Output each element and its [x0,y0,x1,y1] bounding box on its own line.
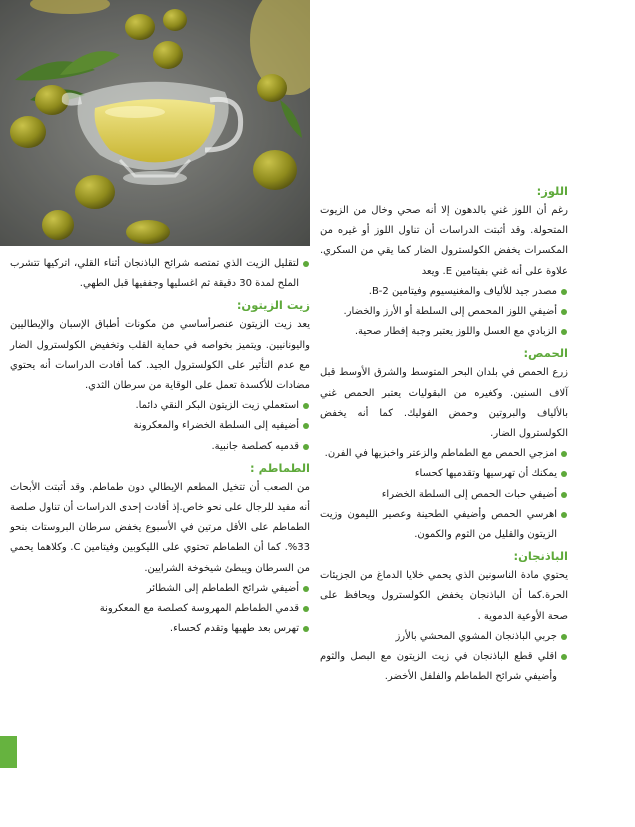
olive-oil-heading: زيت الزيتون: [236,298,310,313]
tomatoes-heading: الطماطم : [250,460,310,475]
page-edge-tab [0,736,17,768]
tomatoes-paragraph: من الصعب أن تتخيل المطعم الإيطالي دون طماطم. وقد أثبتت الأبحاث أنه مفيد للرجال على نحو خاص.إذ أفادت إحدى الدراسات أن تناول صلصة الطماطم على الأقل مرتين في الأسبوع يخفض سرطان البروستات بنحو 33%. كما أن الطماطم تحتوي على الليكوبين وفيتامين C. وكلاهما يحمي من السرطان ويبطئ شيخوخة الشرايين. [10,481,310,574]
list-item: الزبادي مع العسل واللوز يعتبر وجبة إفطار صحية. [320,322,568,342]
eggplant-paragraph: يحتوي مادة الناسونين الذي يحمي خلايا الدماغ من الجزيئات الحرة.كما أن الباذنجان يخفض الكولسترول ويحافظ على صحة الأوعية الدموية . [320,570,568,622]
olive-oil-section [10,295,310,456]
olive-oil-photo [0,0,310,246]
list-item: أضيفي حبات الحمص إلى السلطة الخضراء [320,485,568,505]
list-item: تهرس بعد طهيها وتقدم كحساء. [10,619,310,639]
tomatoes-section [10,458,310,640]
chickpeas-section [320,343,568,545]
left-column [10,254,310,639]
list-item: يمكنك أن تهرسيها وتقدميها كحساء [320,464,568,484]
list-item: اقلي قطع الباذنجان في زيت الزيتون مع البصل والثوم وأضيفي شرائح الطماطم والفلفل الأخضر. [320,647,568,687]
list-item: استعملي زيت الزيتون البكر النقي دائما. [10,396,310,416]
eggplant-tip-list [10,254,310,294]
right-column [320,180,568,687]
list-item: قدمي الطماطم المهروسة كصلصة مع المعكرونة [10,599,310,619]
list-item: قدميه كصلصة جانبية. [10,437,310,457]
list-item: لتقليل الزيت الذي تمتصه شرائح الباذنجان أثناء القلي، اتركيها تتشرب الملح لمدة 30 دقيقة ثم اغسليها وجففيها قبل الطهي. [10,254,310,294]
eggplant-section [320,546,568,687]
almonds-list [320,282,568,343]
list-item: مصدر جيد للألياف والمغنيسيوم وفيتامين B-2. [320,282,568,302]
list-item: امزجي الحمص مع الطماطم والزعتر واخبزيها في الفرن. [320,444,568,464]
chickpeas-list [320,444,568,545]
almonds-paragraph: رغم أن اللوز غني بالدهون إلا أنه صحي وخال من الزيوت المتحولة. وقد أثبتت الدراسات أن تناول اللوز أو غيره من المكسرات يخفض الكولسترول الضار كما يقي من السكري. علاوة على أنه غني بفيتامين E. ويعد [320,205,568,277]
list-item: أضيفيه إلى السلطة الخضراء والمعكرونة [10,416,310,436]
chickpeas-heading: الحمص: [523,346,568,361]
list-item: أضيفي اللوز المحمص إلى السلطة أو الأرز والخضار. [320,302,568,322]
tomatoes-list [10,579,310,640]
eggplant-list [320,627,568,688]
almonds-section [320,181,568,342]
olive-oil-list [10,396,310,457]
eggplant-heading: الباذنجان: [513,549,568,564]
almonds-heading: اللوز: [536,184,568,198]
list-item: أضيفي شرائح الطماطم إلى الشطائر [10,579,310,599]
olive-oil-paragraph: يعد زيت الزيتون عنصرأساسي من مكونات أطباق الإسبان والإيطاليين واليونانيين. ويتميز بخواصه في حماية القلب وتخفيض الكولسترول الضار مع عدم التأثير على الكولسترول الجيد. كما أفادت الدراسات أنه يحتوي مضادات للأكسدة تعمل على الوقاية من سرطان الثدي. [10,319,310,392]
list-item: جربي الباذنجان المشوي المحشي بالأرز [320,627,568,647]
list-item: اهرسي الحمص وأضيفي الطحينة وعصير الليمون وزيت الزيتون والقليل من الثوم والكمون. [320,505,568,545]
chickpeas-paragraph: زرع الحمص في بلدان البحر المتوسط والشرق الأوسط قبل آلاف السنين. وكغيره من البقوليات يعتبر الحمص غني بالألياف والبروتين وحمض الفوليك. كما أنه يخفض الكولسترول الضار. [320,367,568,440]
